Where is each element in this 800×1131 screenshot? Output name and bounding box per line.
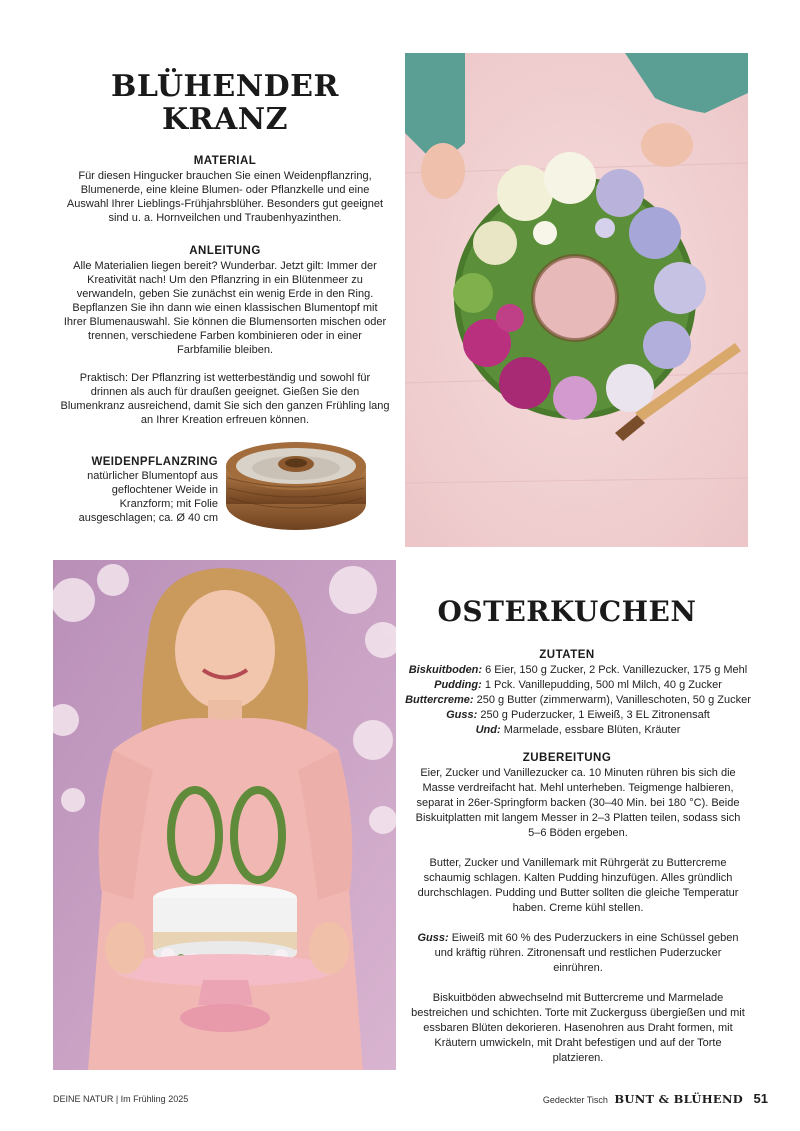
footer-left: DEINE NATUR | Im Frühling 2025 [53, 1094, 189, 1104]
product-text: natürlicher Blumentopf aus geflochtener Weide in Kranzform; mit Folie ausgeschlagen; ca. Ø 40 cm [78, 470, 218, 524]
zubereitung-step-2: Butter, Zucker und Vanillemark mit Rührgerät zu Buttercreme schaumig schlagen. Kalten Pudding hinzufügen. Alles gründlich durchschlagen. Pudding und Butter sollten die gleiche Temperatur haben. Creme kühl stellen. [417, 857, 739, 914]
zubereitung-step-final: Biskuitböden abwechselnd mit Buttercreme und Marmelade bestreichen und schichten. Torte mit Zuckerguss übergießen und mit essbaren Blüten dekorieren. Hasenohren aus Draht formen, mit Kräutern umwickeln, mit Draht befestigen und auf der Torte platzieren. [411, 992, 745, 1064]
anleitung-paragraph-1: Alle Materialien liegen bereit? Wunderbar. Jetzt gilt: Immer der Kreativität nach! Um den Pflanzring in ein Blütenmeer zu verwandeln, geben Sie zunächst ein wenig Erde in den Ring. Bepflanzen Sie ihn dann wie einen klassischen Blumentopf mit Ihrer Blumenauswahl. Sie können die Blumensorten mischen oder trennen, verschiedene Farben kombinieren oder in einer Farbfamilie bleiben. [63, 260, 387, 356]
product-heading: WEIDENPFLANZRING [91, 456, 218, 468]
kranz-title-line1: BLÜHENDER [111, 69, 339, 104]
anleitung-text [60, 259, 390, 427]
zutat-text: 250 g Puderzucker, 1 Eiweiß, 3 EL Zitronensaft [477, 709, 710, 721]
zutat-label: Buttercreme: [405, 694, 474, 706]
material-heading: MATERIAL [193, 155, 257, 167]
zutat-pudding [405, 678, 751, 693]
zutat-label: Biskuitboden: [408, 664, 483, 676]
guss-text: Eiweiß mit 60 % des Puderzuckers in eine Schüssel geben und kräftig rühren. Zitronensaft und restlichen Puderzucker einrühren. [434, 932, 739, 974]
guss-label: Guss: [417, 932, 449, 944]
zutat-label: Pudding: [434, 679, 482, 691]
zutat-text: 1 Pck. Vanillepudding, 500 ml Milch, 40 g Zucker [481, 679, 722, 691]
zutat-buttercreme [405, 693, 751, 708]
zutaten-heading: ZUTATEN [539, 649, 595, 661]
kuchen-title: OSTERKUCHEN [437, 595, 697, 628]
cake-photo [53, 560, 396, 1070]
anleitung-heading: ANLEITUNG [189, 245, 261, 257]
zutat-biskuitboden [405, 663, 751, 678]
footer-section-title: BUNT & BLÜHEND [614, 1092, 744, 1106]
zutat-text: 250 g Butter (zimmerwarm), Vanilleschoten, 50 g Zucker [473, 694, 751, 706]
material-text: Für diesen Hingucker brauchen Sie einen Weidenpflanzring, Blumenerde, eine kleine Blumen- oder Pflanzkelle und eine Auswahl Ihrer Lieblings-Frühjahrsblüher. Besonders gut geeignet sind u. a. Hornveilchen und Traubenhyazinthen. [66, 170, 384, 224]
zubereitung-step-1: Eier, Zucker und Vanillezucker ca. 10 Minuten rühren bis sich die Masse verdreifacht hat. Mehl unterheben. Teigmenge halbieren, separat in 26er-Springform backen (30–40 Min. bei 180 °C). Beide Biskuitplatten mit langem Messer in 2–3 Platten teilen, sodass sich 5–6 Böden ergeben. [415, 767, 741, 839]
basket-image [224, 438, 368, 532]
zutat-label: Und: [475, 724, 501, 736]
wreath-photo [405, 53, 748, 547]
zutat-text: Marmelade, essbare Blüten, Kräuter [500, 724, 681, 736]
zutat-text: 6 Eier, 150 g Zucker, 2 Pck. Vanillezucker, 175 g Mehl [482, 664, 748, 676]
footer-right [543, 1090, 768, 1108]
zutat-und [405, 723, 751, 738]
anleitung-paragraph-2: Praktisch: Der Pflanzring ist wetterbeständig und sowohl für drinnen als auch für draußen geeignet. Gießen Sie den Blumenkranz ausreichend, damit Sie sich den ganzen Frühling lang an Ihrer Kreation erfreuen können. [60, 372, 390, 426]
kranz-title [60, 70, 390, 136]
zutat-guss [405, 708, 751, 723]
kranz-title-line2: KRANZ [161, 102, 289, 137]
product-info [66, 456, 218, 525]
page-number: 51 [753, 1091, 768, 1106]
zubereitung-text [410, 766, 746, 1066]
zutaten-list [405, 663, 751, 738]
zubereitung-step-guss [410, 931, 746, 976]
footer-section: Gedeckter Tisch [542, 1095, 608, 1105]
zubereitung-heading: ZUBEREITUNG [522, 752, 612, 764]
zutat-label: Guss: [446, 709, 478, 721]
